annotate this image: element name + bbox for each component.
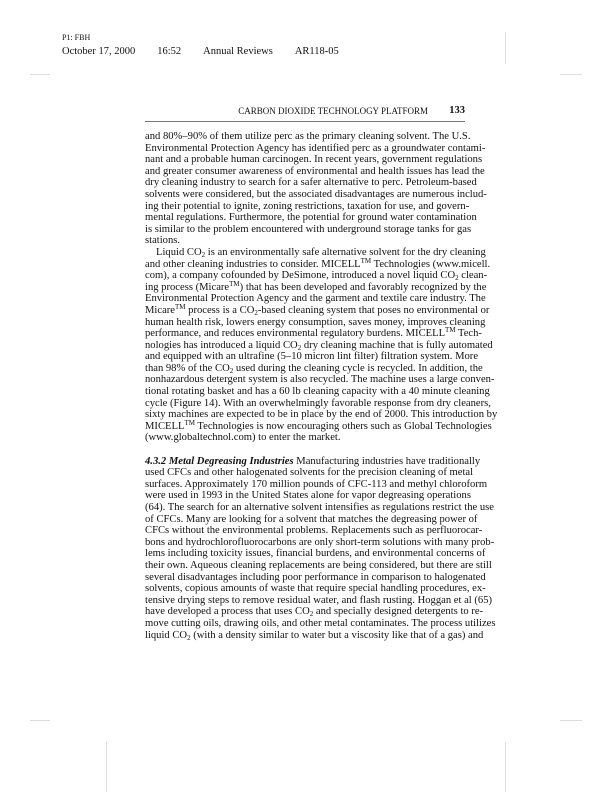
text-line bbox=[145, 502, 494, 514]
text-run: performance, and reduces environmental regulatory burdens. MICELL bbox=[145, 328, 446, 340]
slug-publisher: Annual Reviews bbox=[203, 46, 273, 57]
text-run: Liquid CO bbox=[156, 246, 202, 258]
slug-line: P1: FBH bbox=[62, 33, 91, 42]
page-number: 133 bbox=[449, 105, 465, 116]
text-run: have developed a process that uses CO bbox=[145, 606, 310, 618]
text-run: process is a CO bbox=[185, 304, 255, 316]
text-run: (64). The search for an alternative solvent intensifies as regulations restrict the use bbox=[145, 502, 494, 513]
section-heading-line bbox=[145, 455, 481, 468]
slug-time: 16:52 bbox=[157, 46, 182, 57]
text-run: and other cleaning industries to consider. MICELL bbox=[145, 258, 361, 270]
crop-mark bbox=[106, 742, 107, 792]
text-run: nant and a probable human carcinogen. In recent years, government regulations bbox=[145, 154, 483, 166]
text-run: Tech- bbox=[455, 328, 482, 340]
text-line bbox=[145, 548, 486, 560]
paragraph-gap bbox=[145, 444, 465, 456]
crop-mark bbox=[560, 74, 582, 75]
text-run: Micare bbox=[145, 304, 175, 316]
text-line bbox=[145, 374, 495, 386]
text-run: com), a company cofounded by DeSimone, introduced a novel liquid CO bbox=[145, 270, 456, 282]
text-run: surfaces. Approximately 170 million pounds of CFC-113 and methyl chloroform bbox=[145, 478, 488, 490]
header-rule bbox=[145, 121, 465, 122]
text-run: and equipped with an ultrafine (5–10 micron lint filter) filtration system. More bbox=[145, 351, 479, 363]
superscript: TM bbox=[445, 326, 456, 335]
text-run: and 80%–90% of them utilize perc as the primary cleaning solvent. The U.S. bbox=[145, 131, 471, 142]
subscript: 2 bbox=[297, 343, 302, 352]
text-run: bons and hydrochlorofluorocarbons are only short-term solutions with many prob- bbox=[145, 536, 495, 548]
text-run: move cutting oils, drawing oils, and other metal contaminates. The process utilizes bbox=[145, 617, 496, 629]
text-line bbox=[145, 279, 487, 294]
text-run: mental regulations. Furthermore, the potential for ground water contamination bbox=[145, 212, 477, 224]
text-line bbox=[145, 513, 478, 526]
crop-mark bbox=[30, 74, 50, 75]
text-line bbox=[145, 351, 479, 363]
text-run: nologies has introduced a liquid CO bbox=[145, 339, 298, 351]
text-line bbox=[145, 235, 465, 247]
text-line bbox=[145, 154, 483, 166]
text-run: MICELL bbox=[145, 420, 185, 432]
crop-mark bbox=[560, 720, 582, 721]
text-line bbox=[145, 131, 471, 143]
text-line bbox=[145, 467, 474, 479]
text-run: used during the cleaning cycle is recycled. In addition, the bbox=[233, 362, 483, 374]
subscript: 2 bbox=[309, 610, 314, 619]
text-line bbox=[145, 536, 495, 549]
subscript: 2 bbox=[455, 274, 459, 283]
text-run: solvents, copious amounts of waste that require special handling procedures, ex- bbox=[145, 583, 486, 595]
text-run: -based cleaning system that poses no environmental or bbox=[257, 304, 490, 316]
superscript: TM bbox=[175, 302, 186, 311]
text-run: CFCs without the environmental problems. Replacements such as perfluorocar- bbox=[145, 525, 483, 537]
section-heading: 4.3.2 Metal Degreasing Industries bbox=[145, 455, 294, 467]
text-run: tional rotating basket and has a 60 lb cleaning capacity with a 40 minute cleaning bbox=[145, 386, 490, 398]
text-line bbox=[145, 583, 486, 595]
crop-mark bbox=[30, 720, 50, 721]
text-run: than 98% of the CO bbox=[145, 362, 230, 374]
crop-mark bbox=[505, 742, 506, 792]
superscript: TM bbox=[360, 256, 372, 265]
slug-date: October 17, 2000 bbox=[62, 46, 136, 57]
text-line bbox=[145, 606, 484, 619]
text-run: dry cleaning machine that is fully automated bbox=[301, 339, 493, 351]
running-head-title: CARBON DIOXIDE TECHNOLOGY PLATFORM bbox=[238, 106, 428, 116]
text-line bbox=[145, 326, 482, 340]
text-run: Technologies is now encouraging others such as Global Technologies bbox=[194, 420, 492, 432]
text-run: stations. bbox=[145, 235, 181, 247]
text-run: clean- bbox=[458, 270, 488, 282]
text-run: dry cleaning industry to search for a safer alternative to perc. Petroleum-based bbox=[145, 177, 477, 189]
slug-code: AR118-05 bbox=[294, 46, 339, 57]
text-run: sixty machines are expected to be in place by the end of 2000. This introduction by bbox=[145, 409, 498, 421]
text-line bbox=[145, 302, 490, 317]
text-run: (www.globaltechnol.com) to enter the market. bbox=[145, 432, 341, 444]
text-run: is similar to the problem encountered with underground storage tanks for gas bbox=[145, 223, 472, 235]
text-line bbox=[145, 362, 483, 375]
superscript: TM bbox=[184, 418, 195, 427]
text-run: nonhazardous detergent system is also recycled. The machine uses a large conven- bbox=[145, 374, 495, 386]
text-run: Manufacturing industries have traditionally bbox=[293, 455, 481, 467]
text-line bbox=[145, 571, 486, 584]
body-text bbox=[145, 131, 498, 642]
text-run: of CFCs. Many are looking for a solvent that matches the degreasing power of bbox=[145, 513, 478, 525]
text-line bbox=[145, 490, 471, 502]
text-line bbox=[145, 270, 488, 283]
text-line bbox=[145, 256, 491, 271]
text-line bbox=[145, 418, 492, 433]
text-run: ) that has been developed and favorably recognized by the bbox=[239, 281, 487, 293]
text-line bbox=[145, 617, 496, 630]
text-run: lems including toxicity issues, financial burdens, and environmental concerns of bbox=[145, 548, 486, 560]
text-line bbox=[145, 339, 493, 352]
text-line bbox=[145, 594, 493, 607]
subscript: 2 bbox=[187, 633, 191, 642]
text-run: Environmental Protection Agency and the garment and textile care industry. The bbox=[145, 293, 486, 305]
text-run: Environmental Protection Agency has identified perc as a groundwater contami- bbox=[145, 142, 486, 154]
text-line bbox=[145, 629, 484, 642]
text-run: and greater consumer awareness of environmental and health issues has lead the bbox=[145, 165, 485, 177]
text-run: cycle (Figure 14). With an overwhelmingly favorable response from dry cleaners, bbox=[145, 397, 491, 409]
text-run: tensive drying steps to remove residual water, and flash rusting. Hoggan et al (65) bbox=[145, 594, 493, 606]
text-run: several disadvantages including poor performance in comparison to halogenated bbox=[145, 571, 486, 583]
text-run: solvents were considered, but the associated disadvantages are numerous includ- bbox=[145, 188, 487, 200]
text-line bbox=[145, 188, 487, 201]
text-line bbox=[145, 142, 486, 155]
text-line bbox=[145, 559, 492, 572]
text-line bbox=[145, 525, 483, 537]
text-run: Technologies (www.micell. bbox=[371, 258, 491, 270]
text-run: is an environmentally safe alternative solvent for the dry cleaning bbox=[205, 246, 486, 258]
text-line bbox=[145, 386, 490, 398]
text-line bbox=[145, 246, 486, 259]
text-run: used CFCs and other halogenated solvents for the precision cleaning of metal bbox=[145, 467, 474, 479]
text-line bbox=[145, 165, 485, 178]
subscript: 2 bbox=[254, 308, 258, 317]
text-run: liquid CO bbox=[145, 629, 188, 641]
text-run: (with a density similar to water but a viscosity like that of a gas) and bbox=[190, 629, 484, 641]
text-line bbox=[145, 177, 477, 189]
text-run: ing their potential to ignite, zoning restrictions, taxation for use, and govern- bbox=[145, 200, 470, 212]
text-run: human health risk, lowers energy consumption, saves money, improves cleaning bbox=[145, 316, 486, 328]
text-run: ing process (Micare bbox=[145, 281, 230, 293]
text-run: were used in 1993 in the United States alone for vapor degreasing operations bbox=[145, 490, 471, 502]
subscript: 2 bbox=[229, 366, 234, 375]
text-line bbox=[145, 397, 491, 410]
crop-mark bbox=[505, 32, 506, 64]
text-line bbox=[145, 293, 486, 305]
text-line bbox=[145, 200, 470, 213]
superscript: TM bbox=[229, 279, 240, 288]
text-line bbox=[145, 432, 465, 444]
text-line bbox=[145, 223, 472, 236]
text-run: their own. Aqueous cleaning replacements are being considered, but there are still bbox=[145, 559, 492, 571]
text-line bbox=[145, 212, 477, 224]
slug-info bbox=[62, 46, 361, 57]
text-line bbox=[145, 316, 486, 329]
subscript: 2 bbox=[201, 250, 206, 259]
text-line bbox=[145, 478, 488, 491]
text-run: and specially designed detergents to re- bbox=[313, 606, 484, 618]
